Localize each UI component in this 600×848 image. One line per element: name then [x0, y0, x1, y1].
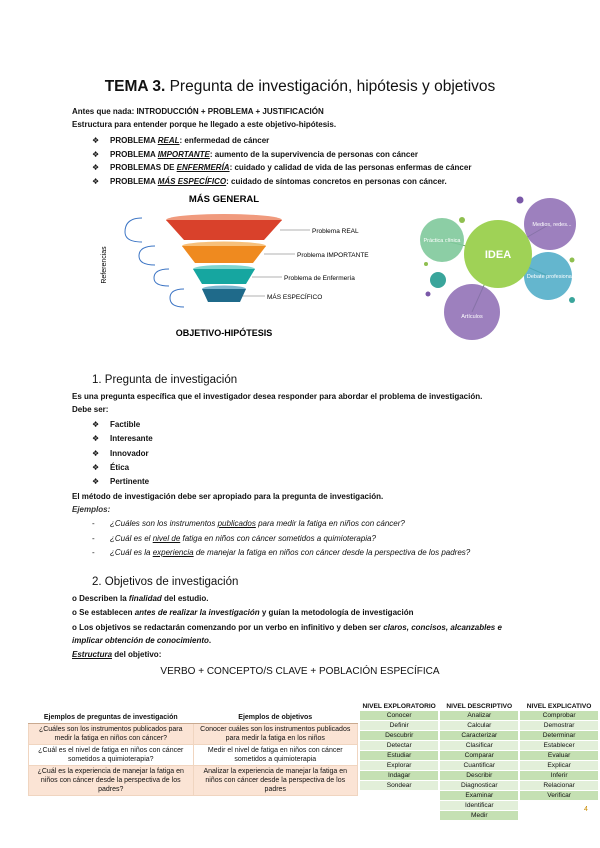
funnel-bottom-label: OBJETIVO-HIPÓTESIS [175, 328, 273, 338]
examples-table-row [29, 745, 358, 766]
level-verb-exploratorio: Detectar [360, 741, 438, 750]
criteria-item: Innovador [110, 448, 149, 458]
level-verb-explicativo: Determinar [520, 731, 598, 740]
intro-line-2: Estructura para entender porque he llegado a este objetivo-hipótesis. [72, 120, 337, 129]
bubble-debate-label: Debate profesional [526, 274, 574, 280]
example-question: ¿Cuál es el nivel de fatiga en niños con cáncer sometidos a quimioterapia? [110, 533, 376, 543]
funnel-side-label: Referencias [101, 246, 108, 284]
level-verb-exploratorio: Descubrir [360, 731, 438, 740]
level-verb-explicativo: Explicar [520, 761, 598, 770]
level-verb-explicativo: Evaluar [520, 751, 598, 760]
level-verb-exploratorio: Sondear [360, 781, 438, 790]
title-rest: Pregunta de investigación, hipótesis y objetivos [165, 78, 496, 95]
funnel-level-real: Problema REAL [312, 228, 359, 235]
level-verb-descriptivo: Identificar [440, 801, 518, 810]
dash-bullet: - [92, 519, 95, 528]
bubble-practica-label: Práctica clínica [423, 238, 461, 244]
levels-row [360, 721, 598, 730]
example-question: ¿Cuáles son los instrumentos publicados para medir la fatiga en niños con cáncer? [110, 519, 405, 528]
levels-row [360, 791, 598, 800]
section-2-heading: 2. Objetivos de investigación [92, 576, 239, 588]
funnel-bracket-4 [170, 289, 184, 307]
level-verb-exploratorio [360, 811, 438, 820]
objective-cell: Conocer cuáles son los instrumentos publicados para medir la fatiga en los niños [193, 724, 358, 745]
idea-center-label: IDEA [484, 249, 512, 261]
levels-row [360, 801, 598, 810]
level-verb-descriptivo: Medir [440, 811, 518, 820]
section-1-heading: 1. Pregunta de investigación [92, 374, 238, 386]
levels-row [360, 711, 598, 720]
section-2-p2: o Se establecen antes de realizar la investigación y guían la metodología de investigación [72, 608, 414, 617]
criteria-item: Factible [110, 420, 141, 429]
level-verb-exploratorio [360, 801, 438, 810]
objective-formula: VERBO + CONCEPTO/S CLAVE + POBLACIÓN ESPECÍFICA [160, 666, 440, 677]
level-verb-exploratorio: Definir [360, 721, 438, 730]
level-verb-descriptivo: Examinar [440, 791, 518, 800]
level-verb-exploratorio [360, 791, 438, 800]
examples-label: Ejemplos: [72, 505, 111, 514]
level-verb-exploratorio: Conocer [360, 711, 438, 720]
level-verb-explicativo: Inferir [520, 771, 598, 780]
intro-bullet: PROBLEMA REAL: enfermedad de cáncer [110, 136, 270, 145]
examples-table-row [29, 724, 358, 745]
level-verb-descriptivo: Diagnosticar [440, 781, 518, 790]
criteria-item: Ética [110, 462, 130, 472]
levels-header-descriptivo: NIVEL DESCRIPTIVO [446, 703, 513, 710]
criteria-item: Interesante [110, 434, 153, 444]
question-cell: ¿Cuáles son los instrumentos publicados para medir la fatiga en niños con cáncer? [29, 724, 194, 745]
objective-cell: Analizar la experiencia de manejar la fatiga en niños con cáncer desde la perspectiva de los padres [193, 766, 358, 796]
funnel-diagram [92, 190, 392, 340]
bullet-diamond-icon: ❖ [92, 434, 100, 444]
level-verb-exploratorio: Indagar [360, 771, 438, 780]
level-verb-descriptivo: Comparar [440, 751, 518, 760]
bullet-diamond-icon: ❖ [92, 462, 100, 472]
bullet-diamond-icon: ❖ [92, 448, 100, 458]
level-verb-exploratorio: Explorar [360, 761, 438, 770]
funnel-level-importante: Problema IMPORTANTE [297, 252, 369, 259]
bullet-diamond-icon: ❖ [92, 163, 100, 172]
dash-bullet: - [92, 548, 95, 557]
section-1-must: Debe ser: [72, 405, 109, 414]
dash-bullet: - [92, 533, 95, 543]
examples-table [28, 712, 358, 796]
bullet-diamond-icon: ❖ [92, 176, 100, 186]
example-question: ¿Cuál es la experiencia de manejar la fatiga en niños con cáncer desde la perspectiva de los padres? [110, 548, 471, 557]
level-verb-descriptivo: Caracterizar [440, 731, 518, 740]
funnel-layer-enfermeria [193, 269, 255, 284]
level-verb-exploratorio: Estudiar [360, 751, 438, 760]
bullet-diamond-icon: ❖ [92, 477, 100, 487]
level-verb-explicativo: Relacionar [520, 781, 598, 790]
objective-cell: Medir el nivel de fatiga en niños con cáncer sometidos a quimioterapia [193, 745, 358, 766]
section-1-definition: Es una pregunta específica que el investigador desea responder para abordar el problema de investigación. [72, 392, 483, 401]
funnel-bracket-3 [154, 269, 169, 286]
funnel-layer-real [166, 220, 282, 240]
section-2-p1: o Describen la finalidad del estudio. [72, 594, 209, 603]
funnel-layer-especifico [202, 289, 246, 302]
intro-bullet: PROBLEMAS DE ENFERMERÍA: cuidado y calidad de vida de las personas enfermas de cáncer [110, 163, 472, 172]
structure-line: Estructura del objetivo: [72, 650, 162, 659]
levels-header-explicativo: NIVEL EXPLICATIVO [526, 703, 592, 710]
level-verb-explicativo: Comprobar [520, 711, 598, 720]
level-verb-descriptivo: Cuantificar [440, 761, 518, 770]
section-2-p3: o Los objetivos se redactarán comenzando por un verbo en infinitivo y deben ser claros, concisos, alcanzables e implicar obtención de conocimiento. [72, 623, 502, 645]
question-cell: ¿Cuál es el nivel de fatiga en niños con cáncer sometidos a quimioterapia? [29, 745, 194, 766]
levels-row [360, 761, 598, 770]
bullet-diamond-icon: ❖ [92, 136, 100, 145]
level-verb-descriptivo: Describir [440, 771, 518, 780]
levels-row [360, 811, 598, 820]
funnel-bracket-1 [125, 218, 142, 242]
level-verb-explicativo: Verificar [520, 791, 598, 800]
bubble-medios-label: Medios, redes... [532, 222, 572, 228]
idea-bubble-map [400, 190, 590, 340]
bubble-articulos-label: Artículos [461, 314, 483, 320]
question-cell: ¿Cuál es la experiencia de manejar la fatiga en niños con cáncer desde la perspectiva de los padres? [29, 766, 194, 796]
examples-table-header-questions: Ejemplos de preguntas de investigación [29, 712, 194, 724]
funnel-top-label: MÁS GENERAL [188, 194, 260, 205]
level-verb-explicativo: Establecer [520, 741, 598, 750]
bubble-articulos [444, 284, 500, 340]
level-verb-descriptivo: Calcular [440, 721, 518, 730]
page-number: 4 [584, 806, 588, 813]
intro-bullet: PROBLEMA MÁS ESPECÍFICO: cuidado de síntomas concretos en personas con cáncer. [110, 176, 447, 186]
bullet-diamond-icon: ❖ [92, 420, 100, 429]
dot-1 [430, 272, 446, 288]
levels-row [360, 731, 598, 740]
levels-row [360, 781, 598, 790]
level-verb-explicativo: Demostrar [520, 721, 598, 730]
funnel-level-especifico: MÁS ESPECÍFICO [267, 294, 323, 301]
levels-header-exploratorio: NIVEL EXPLORATORIO [362, 703, 436, 710]
section-1-method: El método de investigación debe ser apropiado para la pregunta de investigación. [72, 492, 384, 501]
level-verb-descriptivo: Analizar [440, 711, 518, 720]
funnel-bracket-2 [139, 246, 155, 265]
intro-line-1: Antes que nada: INTRODUCCIÓN + PROBLEMA + JUSTIFICACIÓN [72, 107, 324, 116]
levels-row [360, 771, 598, 780]
level-verb-descriptivo: Clasificar [440, 741, 518, 750]
title-bold: TEMA 3. [104, 78, 166, 95]
funnel-layer-importante [182, 246, 266, 263]
page-title [0, 78, 600, 96]
bullet-diamond-icon: ❖ [92, 149, 100, 159]
examples-table-row [29, 766, 358, 796]
levels-row [360, 751, 598, 760]
criteria-item: Pertinente [110, 477, 150, 487]
examples-table-header-objectives: Ejemplos de objetivos [193, 712, 358, 724]
levels-row [360, 741, 598, 750]
funnel-level-enfermeria: Problema de Enfermería [284, 275, 355, 282]
verb-levels-table [358, 702, 600, 821]
intro-bullet: PROBLEMA IMPORTANTE: aumento de la supervivencia de personas con cáncer [110, 149, 418, 159]
